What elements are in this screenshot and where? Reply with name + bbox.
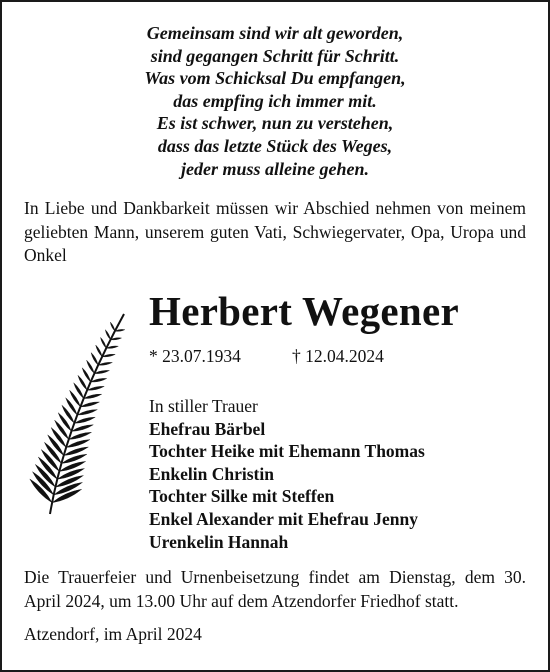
poem-line: dass das letzte Stück des Weges, [157, 135, 393, 156]
poem-line: jeder muss alleine gehen. [181, 158, 369, 179]
poem-line: Gemeinsam sind wir alt geworden, [146, 23, 404, 43]
mourner-name: Ehefrau Bärbel [149, 418, 266, 439]
poem [2, 22, 548, 180]
poem-line: Es ist schwer, nun zu verstehen, [156, 113, 394, 134]
mourners-list [149, 395, 425, 553]
death-date: † 12.04.2024 [292, 346, 384, 366]
fern-icon [28, 310, 128, 518]
deceased-name: Herbert Wegener [149, 288, 459, 334]
poem-line: das empfing ich immer mit. [173, 90, 377, 111]
mourner-name: Enkelin Christin [149, 463, 274, 484]
mourner-name: Enkel Alexander mit Ehefrau Jenny [149, 508, 419, 529]
mourner-name: Tochter Silke mit Steffen [149, 486, 335, 507]
birth-date: * 23.07.1934 [149, 346, 241, 366]
poem-line: sind gegangen Schritt für Schritt. [150, 45, 400, 66]
mourner-name: Urenkelin Hannah [149, 531, 289, 552]
mourners-heading: In stiller Trauer [149, 396, 258, 416]
funeral-text: Die Trauerfeier und Urnenbeisetzung findet am Dienstag, dem 30. April 2024, um 13.00 Uhr auf dem Atzendorfer Friedhof statt. [24, 567, 526, 611]
mourner-name: Tochter Heike mit Ehemann Thomas [149, 441, 425, 462]
intro-text: In Liebe und Dankbarkeit müssen wir Abschied nehmen von meinem geliebten Mann, unserem guten Vati, Schwiegervater, Opa, Uropa und Onkel [24, 198, 526, 265]
poem-line: Was vom Schicksal Du empfangen, [144, 68, 406, 89]
place-date: Atzendorf, im April 2024 [24, 624, 202, 644]
